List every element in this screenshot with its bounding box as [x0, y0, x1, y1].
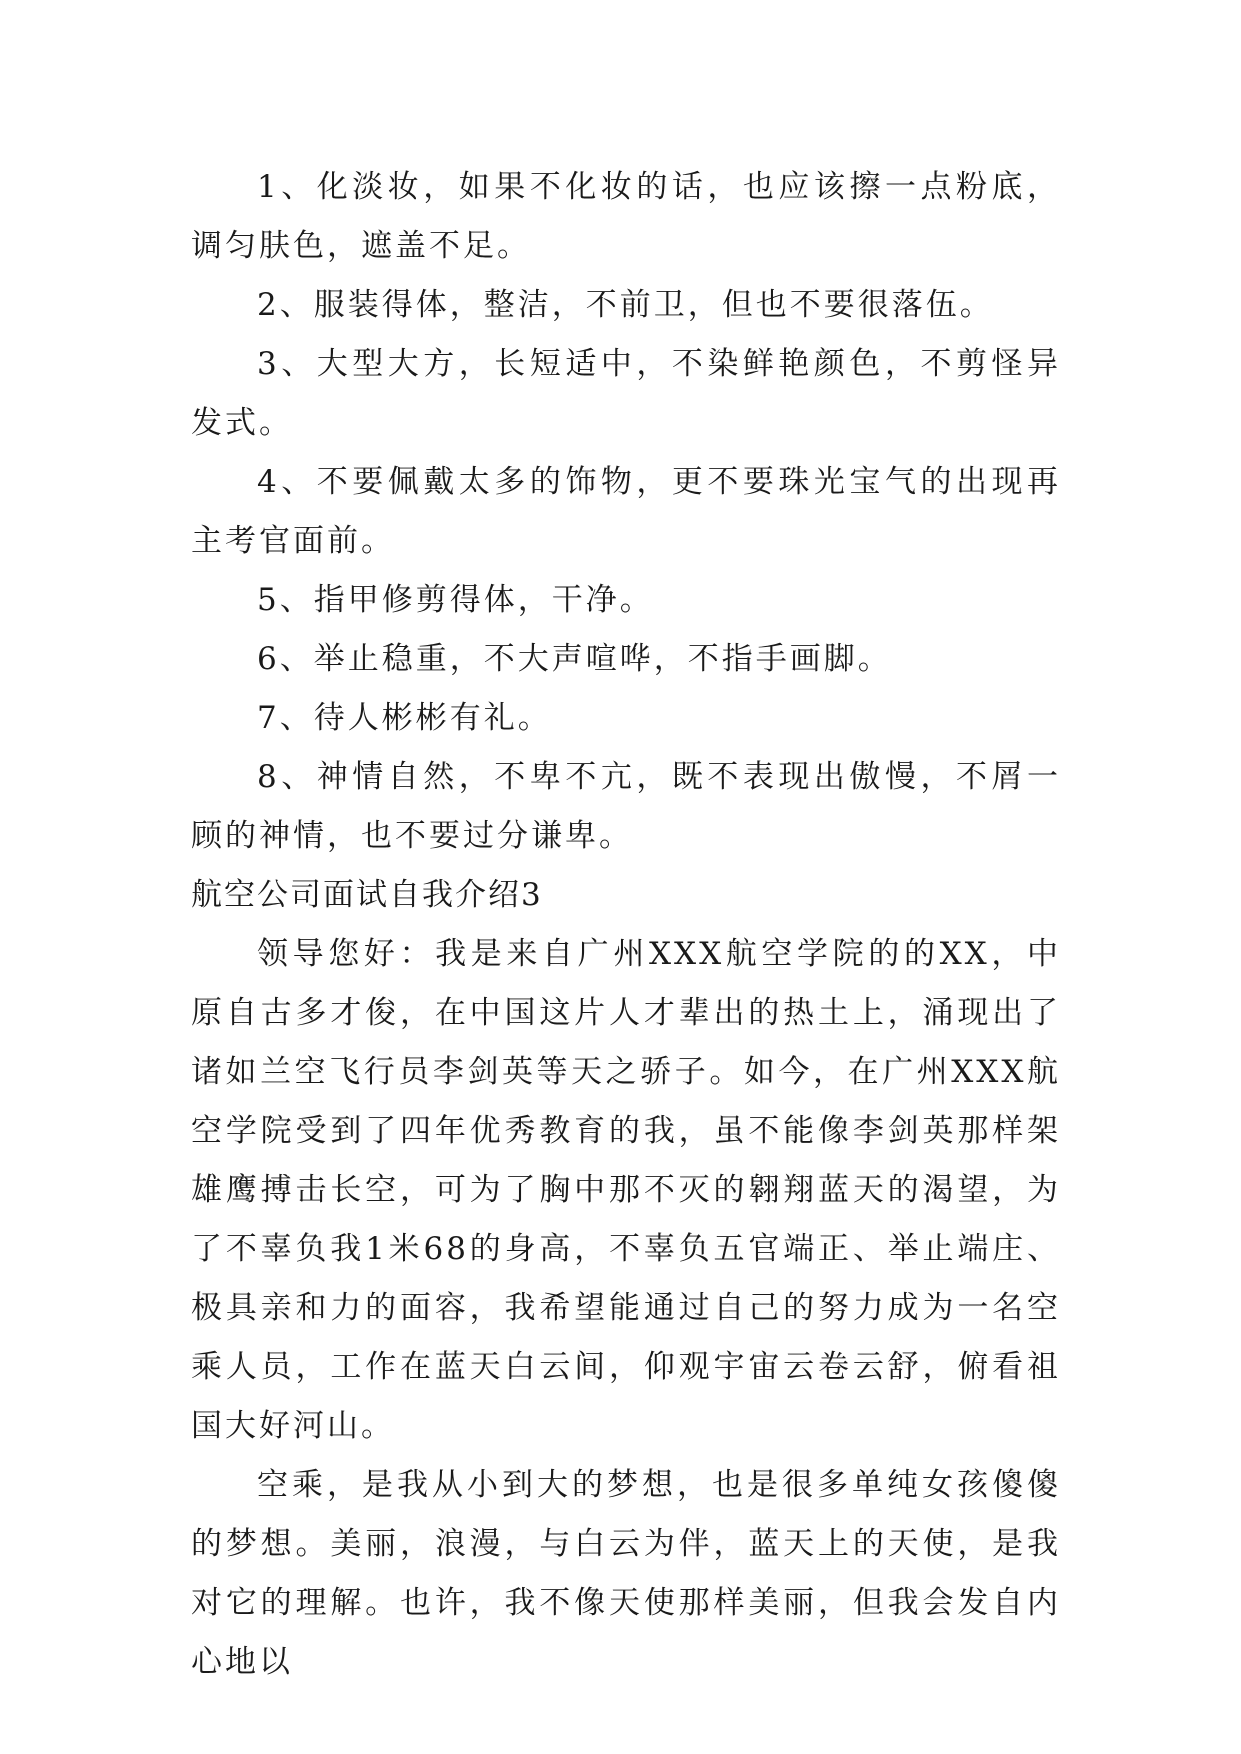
list-item: 5、指甲修剪得体，干净。	[257, 582, 654, 618]
list-item: 4、不要佩戴太多的饰物，更不要珠光宝气的出现再主考官面前。	[191, 464, 1061, 559]
section-title: 航空公司面试自我介绍3	[191, 877, 543, 913]
list-item: 3、大型大方，长短适中，不染鲜艳颜色，不剪怪异发式。	[191, 346, 1061, 441]
body-paragraph: 空乘，是我从小到大的梦想，也是很多单纯女孩傻傻的梦想。美丽，浪漫，与白云为伴，蓝天上的天使，是我对它的理解。也许，我不像天使那样美丽，但我会发自内心地以	[191, 1467, 1061, 1680]
document-body	[191, 158, 1061, 1692]
body-paragraph: 领导您好：我是来自广州XXX航空学院的的XX，中原自古多才俊，在中国这片人才辈出的热土上，涌现出了诸如兰空飞行员李剑英等天之骄子。如今，在广州XXX航空学院受到了四年优秀教育的我，虽不能像李剑英那样架雄鹰搏击长空，可为了胸中那不灭的翱翔蓝天的渴望，为了不辜负我1米68的身高，不辜负五官端正、举止端庄、极具亲和力的面容，我希望能通过自己的努力成为一名空乘人员，工作在蓝天白云间，仰观宇宙云卷云舒，俯看祖国大好河山。	[191, 936, 1061, 1444]
list-item: 6、举止稳重，不大声喧哗，不指手画脚。	[257, 641, 892, 677]
list-item: 2、服装得体，整洁，不前卫，但也不要很落伍。	[257, 287, 994, 323]
list-item: 1、化淡妆，如果不化妆的话，也应该擦一点粉底，调匀肤色，遮盖不足。	[191, 169, 1061, 264]
list-item: 7、待人彬彬有礼。	[257, 700, 552, 736]
list-item: 8、神情自然，不卑不亢，既不表现出傲慢，不屑一顾的神情，也不要过分谦卑。	[191, 759, 1061, 854]
